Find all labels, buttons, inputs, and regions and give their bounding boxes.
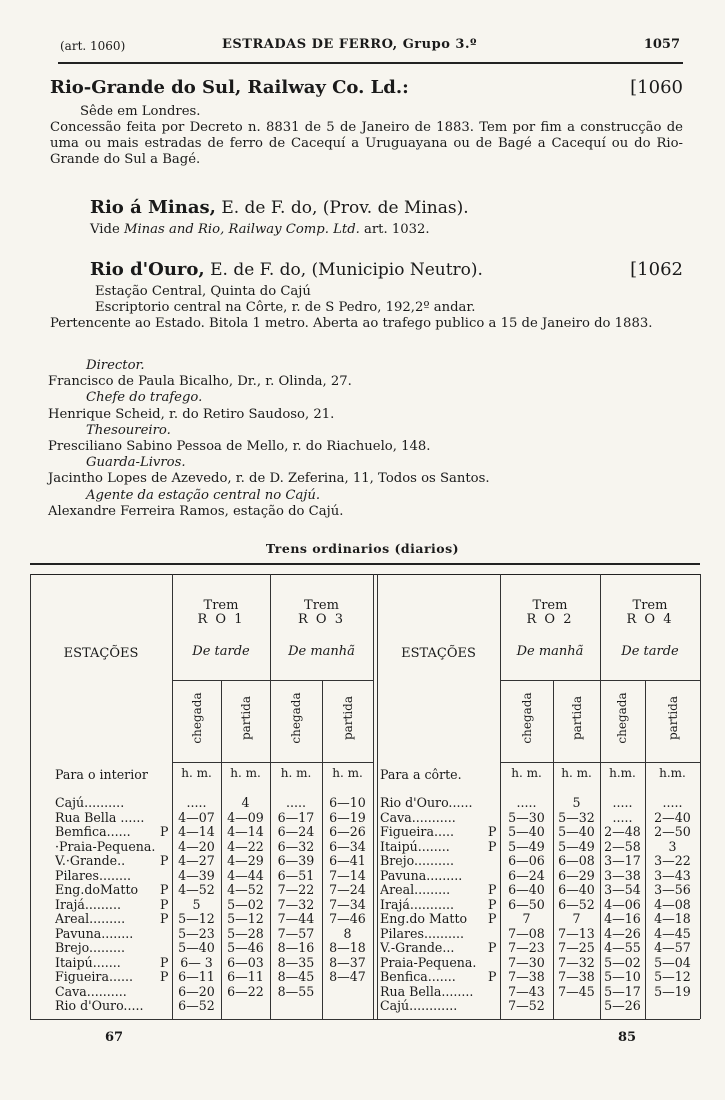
train-period: De tarde xyxy=(621,644,679,659)
time-cell: 8—16 xyxy=(277,940,315,955)
time-cell: 6—26 xyxy=(329,824,366,839)
station-name: Cava.......... xyxy=(55,984,127,999)
time-cell xyxy=(270,999,322,1014)
time-cell: 5—32 xyxy=(558,809,595,825)
time-cell: 7—44 xyxy=(277,911,315,926)
time-cell: 4—08 xyxy=(654,896,691,912)
time-cell: 4—27 xyxy=(178,853,215,868)
time-cell: 3—54 xyxy=(604,882,641,897)
time-cell: 5—30 xyxy=(508,809,545,825)
station-name: Benfica....... xyxy=(380,970,456,984)
ref-italic: Minas and Rio, Railway Comp. Ltd. xyxy=(123,222,360,237)
time-cell: 4—07 xyxy=(178,809,215,825)
time-cell: 4—39 xyxy=(178,867,215,883)
time-cell: ..... xyxy=(285,795,307,810)
sub-header: chegada xyxy=(289,692,303,744)
timetable-title: Trens ordinarios (diarios) xyxy=(265,541,460,556)
train-code: R O 3 xyxy=(298,612,345,627)
station-name: Cava........... xyxy=(380,810,456,825)
time-cell: 6—10 xyxy=(329,795,366,810)
time-cell: 8—37 xyxy=(329,954,366,970)
station-flag xyxy=(160,985,170,1000)
sub-header: partida xyxy=(239,695,253,741)
station-name: Bemfica...... xyxy=(55,825,131,839)
time-cell: ..... xyxy=(662,795,683,810)
train-code: R O 4 xyxy=(626,612,674,627)
staff-list xyxy=(48,358,688,520)
time-cell: 6—06 xyxy=(508,853,545,868)
time-cell: 6—11 xyxy=(227,969,264,984)
time-cell: 5—12 xyxy=(654,969,691,984)
station-name: Cajú............ xyxy=(380,999,458,1013)
time-cell: 4—16 xyxy=(604,911,641,926)
train-period: De tarde xyxy=(192,644,250,659)
station-flag xyxy=(488,999,498,1014)
time-cell: 5—46 xyxy=(227,940,264,955)
station-name: Rio d'Ouro..... xyxy=(55,999,144,1013)
stations-header-left: ESTAÇÕES xyxy=(63,646,139,661)
time-cell: 4—57 xyxy=(654,940,691,955)
station-name: Pavuna........ xyxy=(55,926,134,941)
time-cell: 5—23 xyxy=(178,925,215,941)
station-flag xyxy=(488,985,498,1000)
time-cell: 4—52 xyxy=(227,882,264,897)
time-cell: ..... xyxy=(612,795,633,810)
train-name: Trem xyxy=(203,598,239,613)
entry-rio-a-minas xyxy=(50,197,683,238)
time-cell: 5—40 xyxy=(558,824,595,839)
time-cell: 7—32 xyxy=(277,896,315,912)
station-name: Brejo......... xyxy=(55,941,126,955)
station-flag xyxy=(160,927,170,942)
time-cell: 6—34 xyxy=(329,838,366,854)
time-cell: 3—43 xyxy=(654,867,691,883)
station-flag: P xyxy=(488,911,497,926)
time-cell: 6—29 xyxy=(558,867,595,883)
time-cell: 2—48 xyxy=(604,824,641,839)
station-name: Itaipú....... xyxy=(55,955,121,970)
footer-right-number: 85 xyxy=(618,1030,637,1045)
time-cell: 6—39 xyxy=(277,853,315,868)
staff-person: Francisco de Paula Bicalho, Dr., r. Olinda, 27. xyxy=(48,374,352,390)
time-cell: 3 xyxy=(668,838,677,854)
station-name: ·Praia-Pequena. xyxy=(55,839,156,854)
time-cell: ..... xyxy=(516,795,537,810)
time-cell: 6—19 xyxy=(329,809,366,825)
station-flag: P xyxy=(488,940,497,955)
time-cell: 4—52 xyxy=(178,882,215,897)
station-flag xyxy=(488,927,498,942)
staff-person: Jacintho Lopes de Azevedo, r. de D. Zeferina, 11, Todos os Santos. xyxy=(48,471,490,487)
station-flag xyxy=(488,869,498,884)
time-cell: 7—08 xyxy=(508,925,545,941)
station-name: Rua Bella........ xyxy=(380,984,474,999)
entry-title: Rio d'Ouro, xyxy=(90,259,205,280)
time-cell: 7—46 xyxy=(329,911,366,926)
time-cell: 6—32 xyxy=(277,838,315,854)
footer-left-number: 67 xyxy=(105,1030,124,1045)
header-rule xyxy=(58,62,683,64)
station-name: V.·Grande.. xyxy=(55,854,126,868)
time-cell: 4—22 xyxy=(227,838,264,854)
time-cell: 7—24 xyxy=(329,882,366,897)
time-cell: 7—38 xyxy=(558,969,595,984)
station-flag xyxy=(488,956,498,971)
unit-label: h.m. xyxy=(659,766,686,780)
station-flag: P xyxy=(488,838,497,854)
station-flag: P xyxy=(488,824,497,839)
station-name: Brejo.......... xyxy=(380,854,455,868)
time-cell: 5—28 xyxy=(227,925,264,941)
staff-role: Director. xyxy=(86,358,145,373)
unit-label: h. m. xyxy=(511,766,542,780)
time-cell: 6—24 xyxy=(277,824,315,839)
time-cell: 6—52 xyxy=(178,998,215,1013)
sub-header: chegada xyxy=(190,692,204,744)
train-name: Trem xyxy=(304,598,339,613)
unit-label: h. m. xyxy=(561,766,592,780)
time-cell: 6—08 xyxy=(558,853,595,868)
time-cell: 5—12 xyxy=(178,911,215,926)
time-cell: 5—40 xyxy=(178,940,215,955)
entry-subtitle: E. de F. do, (Prov. de Minas). xyxy=(215,198,469,218)
time-cell: 4—26 xyxy=(604,925,641,941)
time-cell: 7—34 xyxy=(329,896,366,912)
station-name: Figueira...... xyxy=(55,970,133,984)
time-cell: 4—06 xyxy=(604,896,641,912)
time-cell: 8—35 xyxy=(277,954,315,970)
stations-header-right: ESTAÇÕES xyxy=(401,646,476,661)
station-name: Eng.do Matto xyxy=(380,912,468,926)
time-cell: 5—49 xyxy=(558,838,595,854)
direction-left: Para o interior xyxy=(55,767,148,782)
time-cell: 7—45 xyxy=(558,983,595,999)
unit-label: h. m. xyxy=(181,766,212,780)
time-cell: 5 xyxy=(192,896,201,912)
time-cell: 7—57 xyxy=(277,925,315,941)
time-cell: 7—22 xyxy=(277,882,315,897)
station-flag: P xyxy=(160,969,169,984)
station-name: Itaipú........ xyxy=(380,839,450,854)
time-cell: 8—45 xyxy=(277,969,315,984)
time-cell xyxy=(553,999,600,1014)
unit-label: h. m. xyxy=(230,766,261,780)
unit-label: h. m. xyxy=(280,766,312,780)
train-period: De manhã xyxy=(516,644,584,659)
time-cell: 6—51 xyxy=(277,867,315,883)
entry-title: Rio-Grande do Sul, Railway Co. Ld.: xyxy=(50,77,409,98)
time-cell: 7—43 xyxy=(508,983,545,999)
entry-rio-grande-railway xyxy=(50,77,683,168)
sub-header: chegada xyxy=(615,692,629,744)
running-title: ESTRADAS DE FERRO, Grupo 3.º xyxy=(222,37,477,52)
station-name: Praia-Pequena. xyxy=(380,955,477,970)
staff-person: Presciliano Sabino Pessoa de Mello, r. do Riachuelo, 148. xyxy=(48,439,431,455)
time-cell: 2—40 xyxy=(654,809,691,825)
sub-header: partida xyxy=(570,695,584,741)
train-name: Trem xyxy=(532,598,568,613)
time-cell: 5—10 xyxy=(604,969,641,984)
station-name: Areal......... xyxy=(55,912,126,926)
entry-number: [1060 xyxy=(630,77,683,98)
running-header xyxy=(60,37,680,57)
station-flag xyxy=(488,796,498,811)
station-name: Rua Bella ...... xyxy=(55,810,145,825)
station-flag: P xyxy=(160,853,169,868)
time-cell: 6—40 xyxy=(558,882,595,897)
entry-number: [1062 xyxy=(630,259,683,280)
station-name: V.-Grande... xyxy=(380,941,455,955)
time-cell: 6— 3 xyxy=(180,954,213,970)
time-cell: 4—14 xyxy=(178,824,215,839)
time-cell: 5—17 xyxy=(604,983,641,999)
time-cell: 5—19 xyxy=(654,983,691,999)
unit-label: h. m. xyxy=(332,766,363,780)
time-cell: 5—02 xyxy=(227,896,264,912)
time-cell: 5—49 xyxy=(508,838,545,854)
station-flag: P xyxy=(160,824,169,839)
time-cell: ..... xyxy=(186,795,207,810)
time-cell xyxy=(322,999,373,1014)
train-code: R O 2 xyxy=(526,612,574,627)
time-cell: 7—52 xyxy=(508,998,545,1013)
station-flag xyxy=(488,811,498,826)
train-code: R O 1 xyxy=(197,612,245,627)
time-cell: 6—52 xyxy=(558,896,595,912)
time-cell: 7—14 xyxy=(329,867,366,883)
time-cell: 4—18 xyxy=(654,911,691,926)
station-name: Rio d'Ouro...... xyxy=(380,796,473,810)
station-name: Irajá......... xyxy=(55,897,121,912)
time-cell: 5—40 xyxy=(508,824,545,839)
entry-text: Concessão feita por Decreto n. 8831 de 5 de Janeiro de 1883. Tem por fim a construcção de uma ou mais estradas de ferro de Cacequí a Uruguayana ou de Bagé a Cacequí ou do Rio-Grande do Sul a Bagé. xyxy=(50,120,683,167)
time-cell: 5—02 xyxy=(604,954,641,970)
time-cell: 5—26 xyxy=(604,998,641,1013)
entry-line: Estação Central, Quinta do Cajú xyxy=(95,284,311,299)
time-cell: 7 xyxy=(572,911,581,926)
time-cell xyxy=(645,999,700,1014)
time-cell: 4—45 xyxy=(654,925,691,941)
station-name: Irajá........... xyxy=(380,897,454,912)
time-cell xyxy=(322,985,373,1000)
time-cell: 6—50 xyxy=(508,896,545,912)
time-cell: 7—13 xyxy=(558,925,595,941)
station-name: Pilares........ xyxy=(55,868,131,883)
station-flag: P xyxy=(488,969,497,984)
station-flag: P xyxy=(160,896,169,912)
sub-header: chegada xyxy=(520,692,534,744)
time-cell: 8—55 xyxy=(277,983,315,999)
station-flag: P xyxy=(488,882,497,897)
time-cell: 4—29 xyxy=(227,853,264,868)
time-cell: 6—41 xyxy=(329,853,366,868)
train-period: De manhã xyxy=(288,644,355,659)
station-flag xyxy=(160,796,170,811)
time-cell: 7—23 xyxy=(508,940,545,955)
entry-text: Pertencente ao Estado. Bitola 1 metro. Aberta ao trafego publico a 15 de Janeiro do 1883. xyxy=(50,316,653,331)
entry-title: Rio á Minas, xyxy=(90,197,216,218)
time-cell: ..... xyxy=(612,809,633,825)
time-cell: 4 xyxy=(241,795,250,810)
staff-person: Henrique Scheid, r. do Retiro Saudoso, 21. xyxy=(48,406,335,422)
time-cell: 6—24 xyxy=(508,867,545,883)
time-cell: 6—11 xyxy=(178,969,215,984)
time-cell: 4—44 xyxy=(227,867,264,883)
entry-line: Escriptorio central na Côrte, r. de S Pedro, 192,2º andar. xyxy=(95,300,476,315)
time-cell: 6—20 xyxy=(178,983,215,999)
time-cell: 7—25 xyxy=(558,940,595,955)
station-flag: P xyxy=(160,911,169,926)
staff-person: Alexandre Ferreira Ramos, estação do Cajú. xyxy=(48,503,344,519)
station-flag xyxy=(160,941,170,956)
sub-header: partida xyxy=(666,695,680,741)
staff-role: Agente da estação central no Cajú. xyxy=(86,487,321,503)
time-cell: 6—22 xyxy=(227,983,264,999)
time-cell: 3—38 xyxy=(604,867,641,883)
station-flag xyxy=(160,999,170,1014)
station-flag xyxy=(160,811,170,826)
unit-label: h.m. xyxy=(609,766,636,780)
time-cell: 4—09 xyxy=(227,809,264,825)
time-cell: 8—18 xyxy=(329,940,366,955)
sub-header: partida xyxy=(341,695,355,741)
time-cell: 2—58 xyxy=(604,838,641,854)
time-cell: 5—12 xyxy=(227,911,264,926)
time-cell: 3—22 xyxy=(654,853,691,868)
ref-prefix: Vide xyxy=(90,222,124,237)
staff-role: Guarda-Livros. xyxy=(86,455,186,471)
page-number: 1057 xyxy=(643,37,680,52)
station-name: Eng.doMatto xyxy=(55,883,139,897)
train-name: Trem xyxy=(632,598,668,613)
station-flag: P xyxy=(160,882,169,897)
time-cell: 5—04 xyxy=(654,954,691,970)
time-cell xyxy=(221,999,270,1014)
time-cell: 8—47 xyxy=(329,969,366,984)
station-name: Pavuna......... xyxy=(380,868,463,883)
station-name: Figueira..... xyxy=(380,825,454,839)
station-flag xyxy=(160,840,170,855)
time-cell: 7—32 xyxy=(558,954,595,970)
time-cell: 2—50 xyxy=(654,824,691,839)
station-flag xyxy=(160,869,170,884)
direction-right: Para a côrte. xyxy=(380,767,462,782)
time-cell: 6—40 xyxy=(508,882,545,897)
ref-suffix: art. 1032. xyxy=(359,222,430,237)
entry-subtitle: E. de F. do, (Municipio Neutro). xyxy=(204,260,483,280)
article-ref: (art. 1060) xyxy=(60,39,126,53)
staff-role: Chefe do trafego. xyxy=(86,390,203,406)
time-cell: 7—38 xyxy=(508,969,545,984)
entry-rio-douro xyxy=(50,259,683,332)
station-name: Pilares.......... xyxy=(380,926,465,941)
station-flag: P xyxy=(160,954,169,970)
station-flag xyxy=(488,854,498,869)
time-cell: 4—55 xyxy=(604,940,641,955)
staff-role: Thesoureiro. xyxy=(86,422,171,438)
time-cell: 4—20 xyxy=(178,838,215,854)
time-cell: 3—56 xyxy=(654,882,691,897)
station-name: Cajú.......... xyxy=(55,796,125,810)
station-name: Areal......... xyxy=(380,883,451,897)
time-cell: 7—30 xyxy=(508,954,545,970)
time-cell: 4—14 xyxy=(227,824,264,839)
time-cell: 6—17 xyxy=(277,809,315,825)
entry-seat: Sêde em Londres. xyxy=(80,104,201,119)
table-top-rule xyxy=(30,563,700,565)
time-cell: 3—17 xyxy=(604,853,641,868)
time-cell: 6—03 xyxy=(227,954,264,970)
time-cell: 8 xyxy=(343,925,352,941)
time-cell: 7 xyxy=(522,911,531,926)
station-flag: P xyxy=(488,896,497,912)
time-cell: 5 xyxy=(572,795,581,810)
